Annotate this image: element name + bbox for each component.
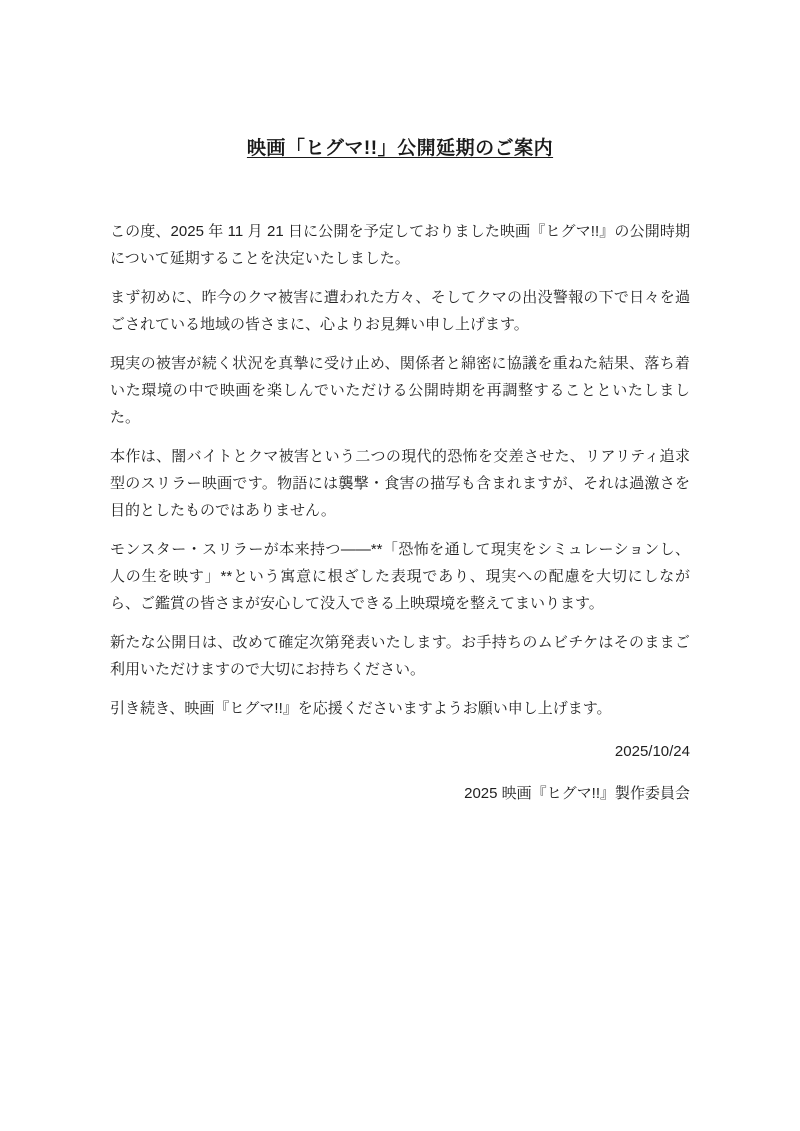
page-title: 映画「ヒグマ!!」公開延期のご案内	[246, 138, 554, 159]
body-paragraph: 新たな公開日は、改めて確定次第発表いたします。お手持ちのムビチケはそのままご利用いただけますので大切にお持ちください。	[110, 634, 690, 678]
body-paragraph: この度、2025 年 11 月 21 日に公開を予定しておりました映画『ヒグマ!!』の公開時期について延期することを決定いたしました。	[110, 223, 690, 267]
body-paragraph: 引き続き、映画『ヒグマ!!』を応援くださいますようお願い申し上げます。	[110, 700, 612, 717]
body-paragraph: まず初めに、昨今のクマ被害に遭われた方々、そしてクマの出没警報の下で日々を過ごされている地域の皆さまに、心よりお見舞い申し上げます。	[110, 289, 690, 333]
signature-line: 2025 映画『ヒグマ!!』製作委員会	[464, 785, 690, 802]
date-line: 2025/10/24	[614, 743, 690, 760]
body-paragraph: 本作は、闇バイトとクマ被害という二つの現代的恐怖を交差させた、リアリティ追求型のスリラー映画です。物語には襲撃・食害の描写も含まれますが、それは過激さを目的としたものではありません。	[110, 448, 690, 519]
body-paragraph: 現実の被害が続く状況を真摯に受け止め、関係者と綿密に協議を重ねた結果、落ち着いた環境の中で映画を楽しんでいただける公開時期を再調整することといたしました。	[110, 355, 690, 426]
body-paragraph: モンスター・スリラーが本来持つ――**「恐怖を通して現実をシミュレーションし、人の生を映す」**という寓意に根ざした表現であり、現実への配慮を大切にしながら、ご鑑賞の皆さまが安心して没入できる上映環境を整えてまいります。	[110, 541, 690, 612]
